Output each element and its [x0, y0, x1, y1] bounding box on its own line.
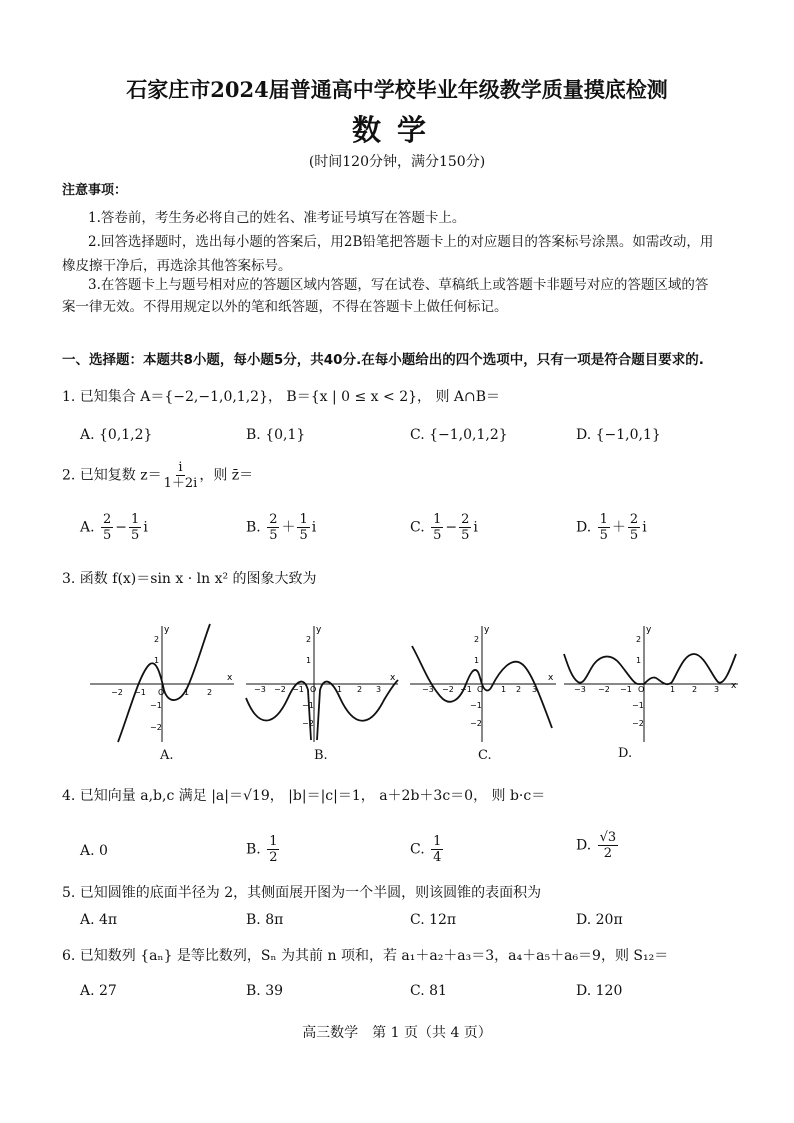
svg-text:1: 1	[306, 656, 312, 665]
svg-text:y: y	[484, 625, 490, 635]
question-4-option-a: A. 0	[80, 843, 108, 859]
question-4-option-c: C. $\frac{1}{4}$	[410, 834, 442, 865]
question-3-graph-a	[88, 620, 236, 748]
svg-text:−1: −1	[620, 685, 632, 694]
question-5-option-d: D. 20π	[576, 912, 623, 928]
svg-text:y: y	[646, 625, 652, 635]
svg-text:O: O	[158, 688, 165, 697]
svg-text:2: 2	[207, 688, 213, 697]
fraction-denominator: 1＋2i	[163, 476, 198, 491]
svg-text:2: 2	[636, 635, 642, 644]
graph-d-svg	[562, 620, 740, 744]
question-3-graph-d	[562, 620, 740, 748]
graph-d-label: D.	[618, 746, 633, 761]
question-5-stem: 5. 已知圆锥的底面半径为 2，其侧面展开图为一个半圆，则该圆锥的表面积为	[62, 885, 542, 901]
svg-text:y: y	[164, 625, 170, 635]
svg-text:−1: −1	[150, 701, 162, 710]
svg-text:O: O	[310, 685, 317, 694]
svg-text:2: 2	[357, 685, 363, 694]
svg-text:1: 1	[636, 656, 642, 665]
graph-b-svg	[244, 620, 400, 744]
question-2-option-b: B. $\frac{2}{5}$ ＋ $\frac{1}{5}$ i	[246, 512, 317, 543]
svg-text:3: 3	[532, 685, 538, 694]
svg-text:−2: −2	[111, 688, 123, 697]
svg-text:−1: −1	[302, 701, 314, 710]
notice-item-2: 2.回答选择题时，选出每小题的答案后，用2B铅笔把答题卡上的对应题目的答案标号涂黑。如需改动，用	[88, 234, 714, 250]
svg-text:O: O	[638, 685, 645, 694]
question-6-option-b: B. 39	[246, 983, 284, 999]
section-heading: 一、选择题：本题共8小题，每小题5分，共40分.在每小题给出的四个选项中，只有一项是符合题目要求的.	[62, 352, 704, 368]
svg-text:2: 2	[474, 635, 480, 644]
svg-text:−2: −2	[598, 685, 610, 694]
question-6-option-c: C. 81	[410, 983, 447, 999]
svg-text:−2: −2	[470, 719, 482, 728]
svg-text:1: 1	[337, 685, 343, 694]
svg-text:−1: −1	[470, 701, 482, 710]
subject-title: 数学	[351, 113, 442, 147]
question-2-option-a: A. $\frac{2}{5}$ − $\frac{1}{5}$ i	[80, 512, 148, 543]
exam-duration: (时间120分钟，满分150分)	[308, 154, 486, 170]
question-2-option-d: D. $\frac{1}{5}$ ＋ $\frac{2}{5}$ i	[576, 512, 647, 543]
svg-text:1: 1	[184, 688, 190, 697]
svg-text:−1: −1	[134, 688, 146, 697]
svg-text:−2: −2	[442, 685, 454, 694]
question-5-option-c: C. 12π	[410, 912, 457, 928]
svg-text:1: 1	[670, 685, 676, 694]
svg-text:2: 2	[692, 685, 698, 694]
svg-text:O: O	[477, 685, 484, 694]
svg-text:−2: −2	[274, 685, 286, 694]
svg-text:−2: −2	[150, 723, 162, 732]
svg-text:−3: −3	[254, 685, 266, 694]
question-2-fraction	[164, 460, 198, 491]
svg-text:x: x	[390, 673, 396, 683]
page-footer: 高三数学 第 1 页（共 4 页）	[302, 1025, 492, 1041]
svg-text:1: 1	[474, 656, 480, 665]
graph-c-svg	[408, 620, 558, 744]
svg-text:x: x	[548, 673, 554, 683]
svg-text:x: x	[731, 681, 737, 691]
svg-text:−3: −3	[422, 685, 434, 694]
question-3-graph-b	[244, 620, 400, 748]
graph-c-label: C.	[478, 748, 492, 763]
svg-text:−1: −1	[632, 701, 644, 710]
question-2-stem-text: 2. 已知复数 z＝	[62, 467, 162, 484]
question-1-option-a: A. {0,1,2}	[80, 427, 153, 443]
question-1-option-b: B. {0,1}	[246, 427, 306, 443]
svg-text:1: 1	[154, 656, 160, 665]
notice-item-1: 1.答卷前，考生务必将自己的姓名、准考证号填写在答题卡上。	[88, 210, 466, 226]
question-1-stem: 1. 已知集合 A＝{−2,−1,0,1,2}， B＝{x | 0 ≤ x < 2}， 则 A∩B＝	[62, 389, 501, 405]
svg-text:3: 3	[714, 685, 720, 694]
svg-text:−3: −3	[574, 685, 586, 694]
question-4-option-d: D. $\frac{√3}{2}$	[576, 830, 617, 861]
question-5-option-b: B. 8π	[246, 912, 284, 928]
question-4-stem: 4. 已知向量 a,b,c 满足 |a|＝√19， |b|＝|c|＝1， a＋2b＋3c＝0， 则 b·c＝	[62, 788, 546, 804]
graph-a-svg	[88, 620, 236, 744]
graph-a-label: A.	[160, 748, 174, 763]
notice-item-2-cont: 橡皮擦干净后，再选涂其他答案标号。	[62, 258, 292, 274]
svg-text:3: 3	[376, 685, 382, 694]
svg-text:1: 1	[501, 685, 507, 694]
notice-item-3: 3.在答题卡上与题号相对应的答题区域内答题，写在试卷、草稿纸上或答题卡非题号对应的答题区域的答	[88, 277, 709, 293]
question-2-stem	[62, 460, 253, 491]
svg-text:−2: −2	[632, 719, 644, 728]
svg-text:y: y	[316, 625, 322, 635]
svg-text:−1: −1	[460, 685, 472, 694]
svg-text:2: 2	[154, 635, 160, 644]
question-6-option-a: A. 27	[80, 983, 117, 999]
question-2-option-c: C. $\frac{1}{5}$ − $\frac{2}{5}$ i	[410, 512, 478, 543]
question-4-option-b: B. $\frac{1}{2}$	[246, 834, 278, 865]
question-6-stem: 6. 已知数列 {aₙ} 是等比数列，Sₙ 为其前 n 项和，若 a₁＋a₂＋a₃＝3，a₄＋a₅＋a₆＝9，则 S₁₂＝	[62, 948, 669, 964]
question-3-graph-c	[408, 620, 558, 748]
svg-text:2: 2	[516, 685, 522, 694]
question-5-option-a: A. 4π	[80, 912, 118, 928]
graph-b-label: B.	[314, 748, 328, 763]
svg-text:x: x	[227, 673, 233, 683]
question-6-option-d: D. 120	[576, 983, 623, 999]
exam-title: 石家庄市2024届普通高中学校毕业年级教学质量摸底检测	[126, 77, 668, 102]
svg-text:−2: −2	[302, 719, 314, 728]
question-3-stem: 3. 函数 f(x)＝sin x · ln x² 的图象大致为	[62, 571, 317, 587]
svg-text:−1: −1	[292, 685, 304, 694]
question-1-option-d: D. {−1,0,1}	[576, 427, 661, 443]
fraction-numerator: i	[178, 460, 183, 475]
svg-text:2: 2	[306, 635, 312, 644]
notice-item-3-cont: 案一律无效。不得用规定以外的笔和纸答题，不得在答题卡上做任何标记。	[62, 299, 508, 315]
question-2-stem-tail: ，则 z̄＝	[199, 467, 254, 484]
notice-heading: 注意事项：	[62, 183, 128, 198]
question-1-option-c: C. {−1,0,1,2}	[410, 427, 508, 443]
